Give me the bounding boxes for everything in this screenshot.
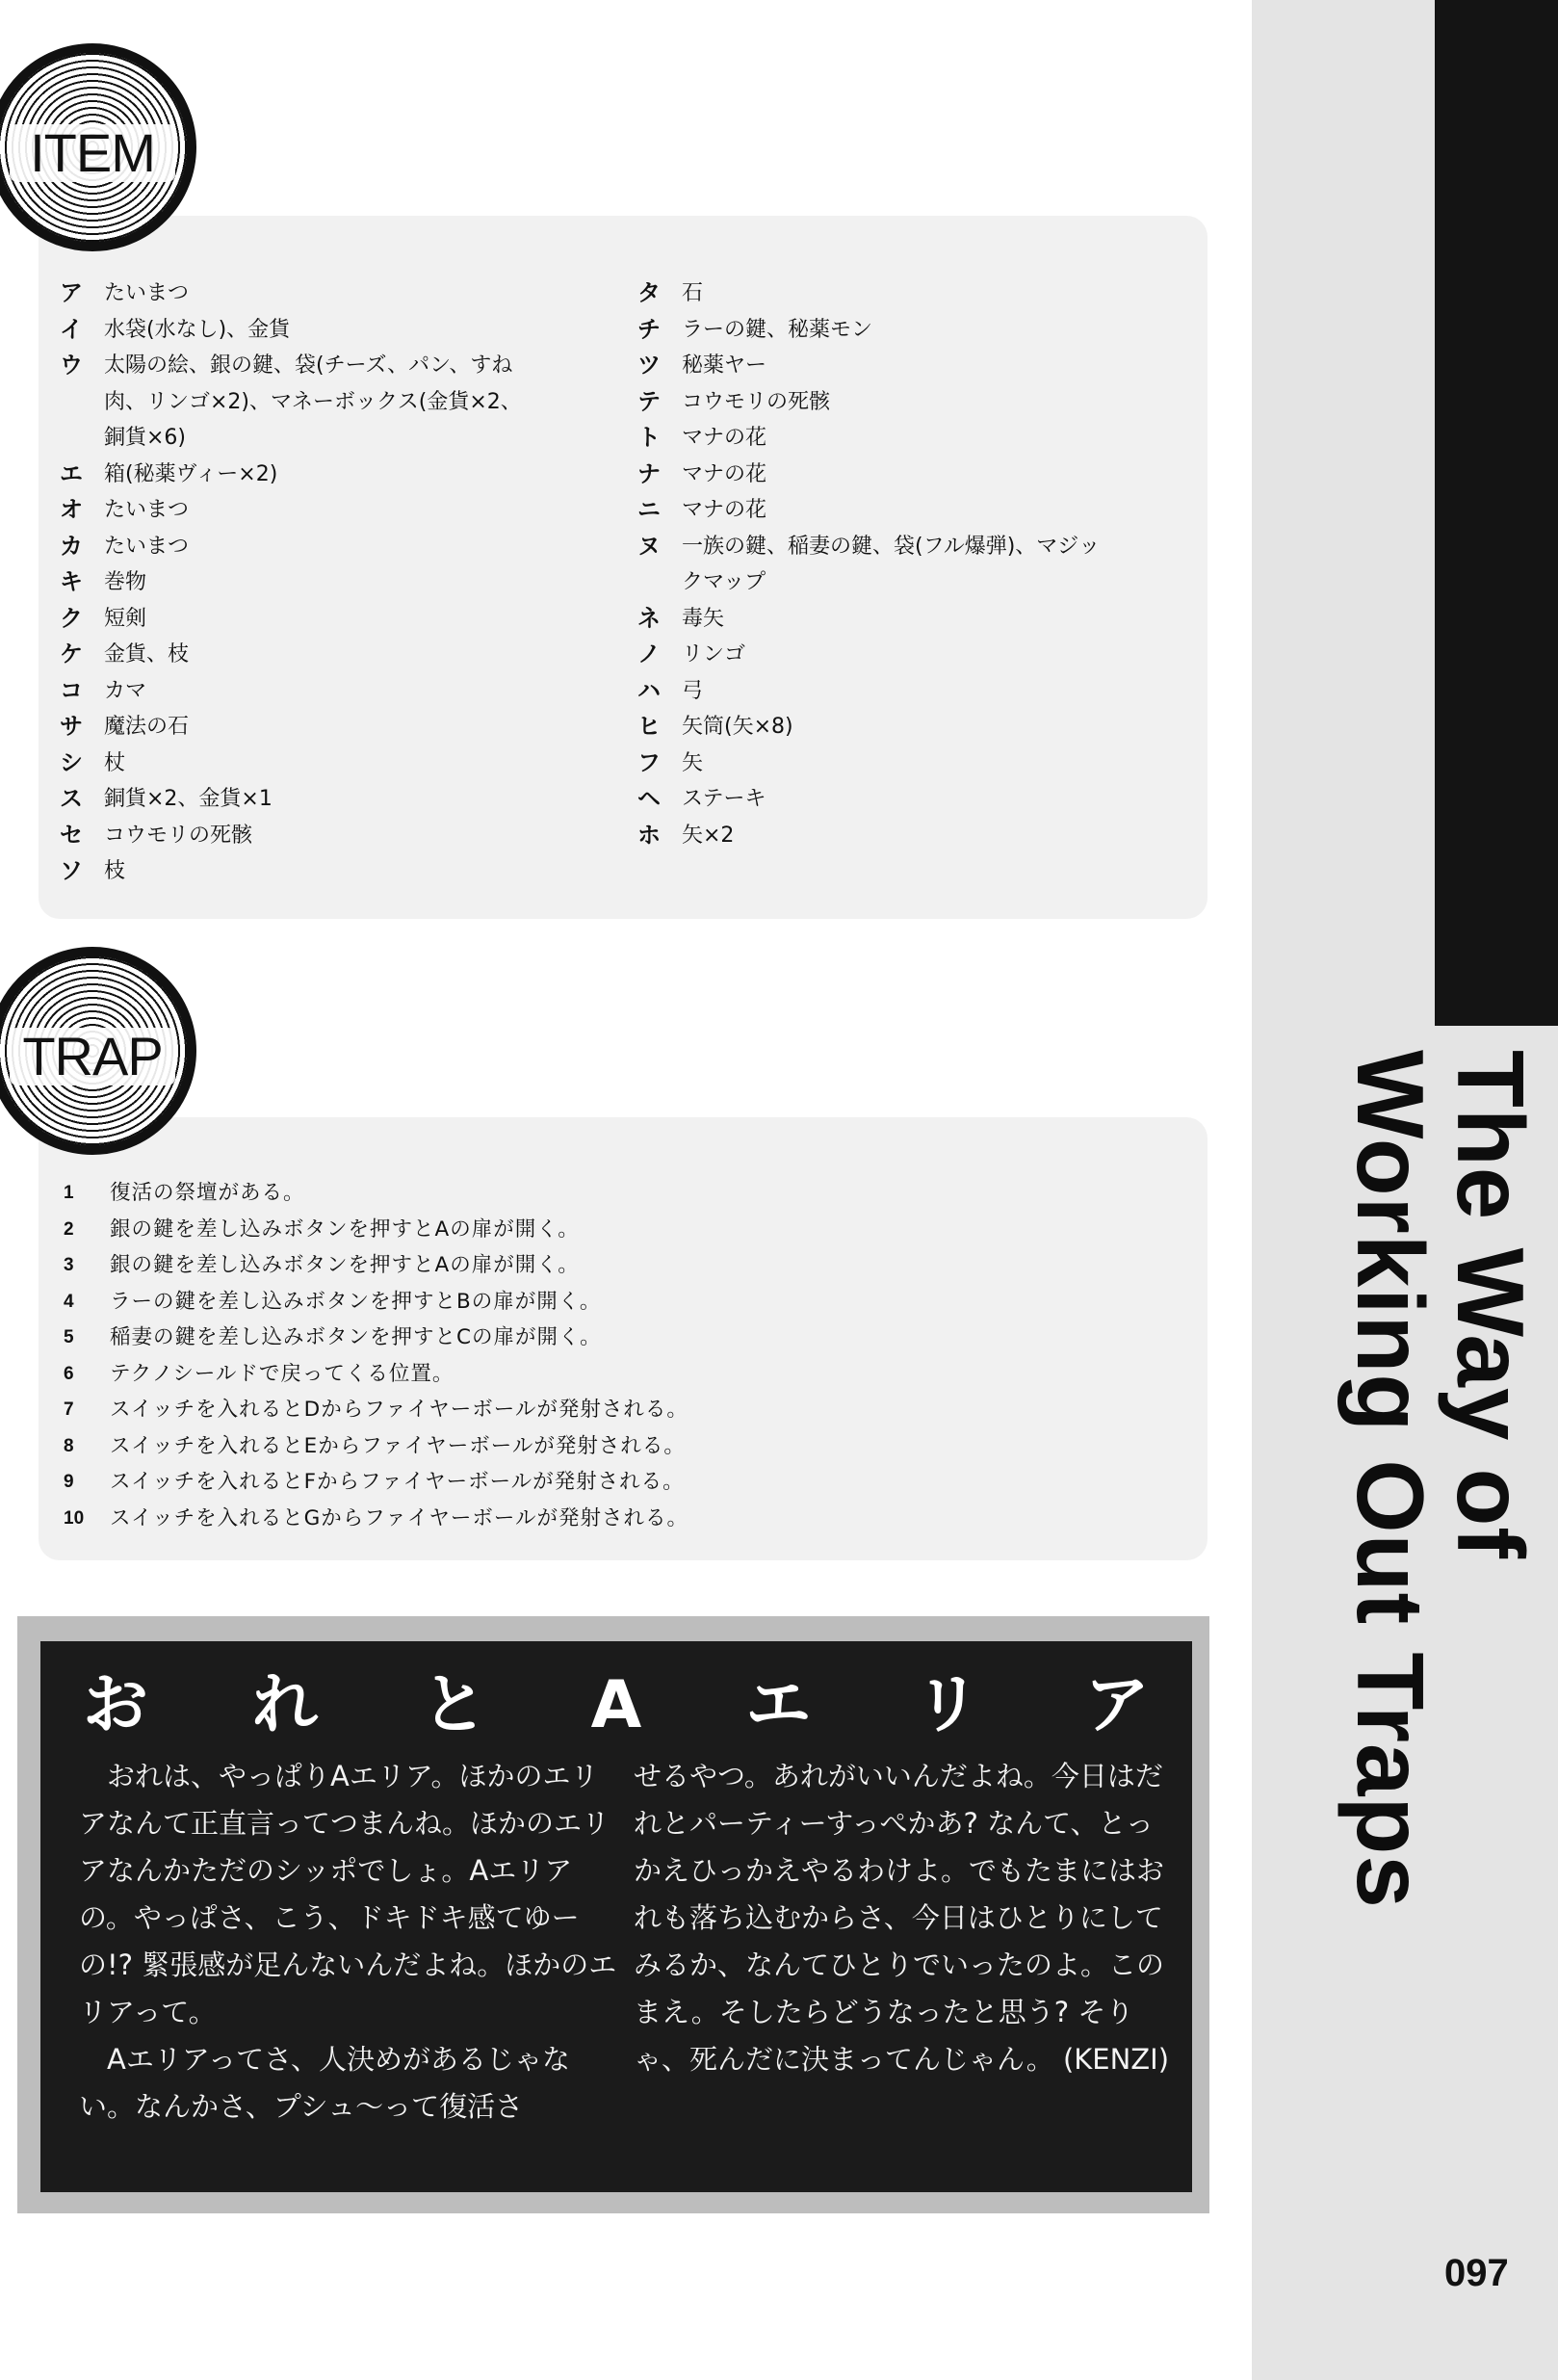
item-text: コウモリの死骸: [104, 823, 253, 848]
item-key: ク: [60, 604, 83, 632]
item-badge-label: ITEM: [10, 124, 175, 182]
column-title-char: リ: [915, 1667, 981, 1743]
column-title-char: ア: [1083, 1667, 1150, 1743]
item-key: ツ: [637, 352, 661, 379]
item-row: [60, 420, 637, 457]
item-row: [60, 529, 637, 565]
item-row: [637, 709, 1177, 745]
trap-text: 稲妻の鍵を差し込みボタンを押すとCの扉が開く。: [110, 1325, 602, 1349]
item-text: 矢: [682, 750, 704, 775]
item-key: コ: [60, 676, 83, 704]
item-key: キ: [60, 568, 83, 595]
item-row: [60, 457, 637, 493]
item-row: [637, 781, 1177, 818]
trap-text: 銀の鍵を差し込みボタンを押すとAの扉が開く。: [110, 1216, 580, 1242]
item-row: [637, 384, 1177, 421]
item-key: ナ: [637, 459, 661, 487]
item-row: [60, 564, 637, 601]
item-row: [60, 709, 637, 745]
column-title: [40, 1662, 1192, 1749]
item-text: 銅貨×2、金貨×1: [104, 787, 273, 811]
item-row: [60, 673, 637, 710]
item-text: 魔法の石: [104, 715, 190, 739]
item-key: フ: [637, 748, 661, 776]
item-row: [60, 601, 637, 638]
item-row: [637, 673, 1177, 710]
item-row: [60, 312, 637, 349]
item-text: 金貨、枝: [104, 642, 190, 667]
trap-number: 1: [64, 1183, 74, 1203]
item-text: 杖: [104, 750, 126, 775]
item-key: ヒ: [637, 713, 661, 740]
item-row: [637, 348, 1177, 384]
item-row: [637, 275, 1177, 312]
item-row: [637, 601, 1177, 638]
item-key: ホ: [637, 821, 661, 849]
item-text: 肉、リンゴ×2)、マネーボックス(金貨×2、: [104, 389, 522, 414]
trap-badge-label: TRAP: [10, 1028, 175, 1085]
item-text: 秘薬ヤー: [682, 353, 767, 378]
trap-text: 復活の祭壇がある。: [110, 1181, 305, 1205]
item-key: [637, 564, 682, 601]
item-key: ケ: [60, 641, 83, 667]
item-text: リンゴ: [682, 642, 746, 667]
item-list-left: [60, 275, 637, 890]
item-text: 短剣: [104, 606, 147, 631]
item-text: 枝: [104, 859, 126, 883]
column-text-right: [634, 1753, 1173, 2083]
item-key: ス: [60, 785, 83, 812]
page-number: 097: [1444, 2252, 1509, 2294]
item-key: [60, 420, 104, 457]
item-key: ソ: [60, 857, 83, 884]
column-title-char: れ: [251, 1667, 318, 1743]
trap-number: 9: [64, 1472, 74, 1492]
side-title-line-1: The Way of: [1438, 1050, 1544, 1560]
item-text: たいまつ: [104, 281, 190, 305]
item-key: ノ: [637, 641, 661, 667]
trap-text: スイッチを入れるとGからファイヤーボールが発射される。: [110, 1505, 688, 1530]
item-key: シ: [60, 748, 83, 776]
item-text: マナの花: [682, 461, 767, 486]
item-key: サ: [60, 713, 83, 740]
item-row: [60, 637, 637, 673]
item-text: たいまつ: [104, 534, 190, 559]
trap-row: [64, 1247, 1171, 1284]
column-title-char: エ: [745, 1667, 812, 1743]
column-title-char: と: [421, 1667, 487, 1743]
item-row: [60, 384, 637, 421]
item-text: 一族の鍵、稲妻の鍵、袋(フル爆弾)、マジッ: [682, 534, 1101, 559]
item-key: ト: [637, 424, 661, 451]
trap-text: スイッチを入れるとEからファイヤーボールが発射される。: [110, 1433, 686, 1458]
item-row: [637, 637, 1177, 673]
item-row: [637, 457, 1177, 493]
trap-number: 6: [64, 1363, 74, 1384]
item-key: ア: [60, 279, 83, 306]
item-row: [637, 420, 1177, 457]
item-text: マナの花: [682, 498, 767, 522]
item-key: [60, 384, 104, 421]
item-text: 太陽の絵、銀の鍵、袋(チーズ、パン、すね: [104, 353, 513, 378]
item-key: カ: [60, 532, 83, 560]
side-title-line-2: Working Out Traps: [1337, 1050, 1443, 1909]
item-text: 箱(秘薬ヴィー×2): [104, 461, 278, 486]
trap-number: 2: [64, 1218, 74, 1240]
column-paragraph: おれは、やっぱりAエリア。ほかのエリアなんて正直言ってつまんね。ほかのエリアなんかただのシッポでしょ。Aエリアの。やっぱさ、こう、ドキドキ感てゆーの!? 緊張感が足んないんだよね。ほかのエリアって。: [79, 1760, 617, 2028]
trap-list: [64, 1175, 1171, 1536]
item-text: 弓: [682, 678, 704, 703]
item-row: [60, 348, 637, 384]
item-row: [60, 745, 637, 782]
trap-row: [64, 1320, 1171, 1356]
item-text: クマップ: [682, 570, 766, 594]
item-text: 銅貨×6): [104, 426, 187, 450]
trap-text: スイッチを入れるとDからファイヤーボールが発射される。: [110, 1398, 688, 1422]
item-key: ヘ: [637, 785, 661, 812]
column-title-char: お: [83, 1667, 149, 1743]
item-list-right: [637, 275, 1177, 853]
item-text: 巻物: [104, 570, 147, 594]
item-key: ネ: [637, 604, 661, 632]
item-key: セ: [60, 821, 83, 849]
item-text: 毒矢: [682, 606, 725, 631]
item-row: [637, 745, 1177, 782]
column-paragraph: Aエリアってさ、人決めがあるじゃない。なんかさ、プシュ〜って復活さ: [79, 2043, 570, 2123]
item-row: [60, 818, 637, 854]
trap-row: [64, 1175, 1171, 1212]
item-key: ヌ: [637, 532, 661, 560]
item-row: [60, 853, 637, 890]
item-row: [637, 312, 1177, 349]
item-text: 矢×2: [682, 823, 735, 848]
item-text: 矢筒(矢×8): [682, 715, 793, 739]
trap-row: [64, 1501, 1171, 1537]
item-key: ニ: [637, 496, 661, 523]
column-paragraph: せるやつ。あれがいいんだよね。今日はだれとパーティーすっぺかあ? なんて、とっかえひっかえやるわけよ。でもたまにはおれも落ち込むからさ、今日はひとりにしてみるか、なんてひとりでいったのよ。このまえ。そしたらどうなったと思う? そりゃ、死んだに決まってんじゃん。 (KENZI): [634, 1760, 1170, 2076]
trap-row: [64, 1392, 1171, 1428]
item-text: コウモリの死骸: [682, 389, 831, 414]
trap-text: スイッチを入れるとFからファイヤーボールが発射される。: [110, 1470, 685, 1494]
item-key: チ: [637, 315, 661, 343]
item-key: イ: [60, 315, 83, 343]
side-black-bar: [1435, 0, 1558, 1026]
trap-number: 3: [64, 1255, 74, 1275]
item-row: [637, 492, 1177, 529]
trap-row: [64, 1212, 1171, 1248]
item-text: ステーキ: [682, 787, 766, 811]
item-key: テ: [637, 387, 661, 415]
item-key: ハ: [637, 676, 661, 704]
item-text: ラーの鍵、秘薬モン: [682, 317, 873, 342]
trap-number: 10: [64, 1507, 85, 1529]
item-key: タ: [637, 279, 661, 306]
trap-text: ラーの鍵を差し込みボタンを押すとBの扉が開く。: [110, 1289, 602, 1314]
column-title-char: A: [590, 1667, 642, 1743]
item-row: [60, 781, 637, 818]
trap-text: 銀の鍵を差し込みボタンを押すとAの扉が開く。: [110, 1253, 580, 1277]
trap-number: 7: [64, 1399, 74, 1420]
item-key: エ: [60, 459, 83, 487]
item-row: [637, 564, 1177, 601]
item-text: カマ: [104, 678, 147, 703]
item-row: [60, 275, 637, 312]
trap-text: テクノシールドで戻ってくる位置。: [110, 1361, 454, 1386]
item-row: [60, 492, 637, 529]
item-key: オ: [60, 496, 83, 523]
trap-number: 4: [64, 1291, 74, 1312]
item-text: 石: [682, 281, 704, 305]
item-text: たいまつ: [104, 498, 190, 522]
item-key: ウ: [60, 352, 83, 379]
trap-number: 5: [64, 1327, 74, 1347]
trap-row: [64, 1356, 1171, 1393]
side-title: [1333, 1050, 1544, 2186]
item-text: マナの花: [682, 426, 767, 450]
item-text: 水袋(水なし)、金貨: [104, 317, 291, 342]
trap-row: [64, 1464, 1171, 1501]
trap-row: [64, 1284, 1171, 1321]
column-text-left: [79, 1753, 618, 2131]
item-row: [637, 818, 1177, 854]
trap-row: [64, 1428, 1171, 1465]
trap-number: 8: [64, 1435, 74, 1456]
item-row: [637, 529, 1177, 565]
